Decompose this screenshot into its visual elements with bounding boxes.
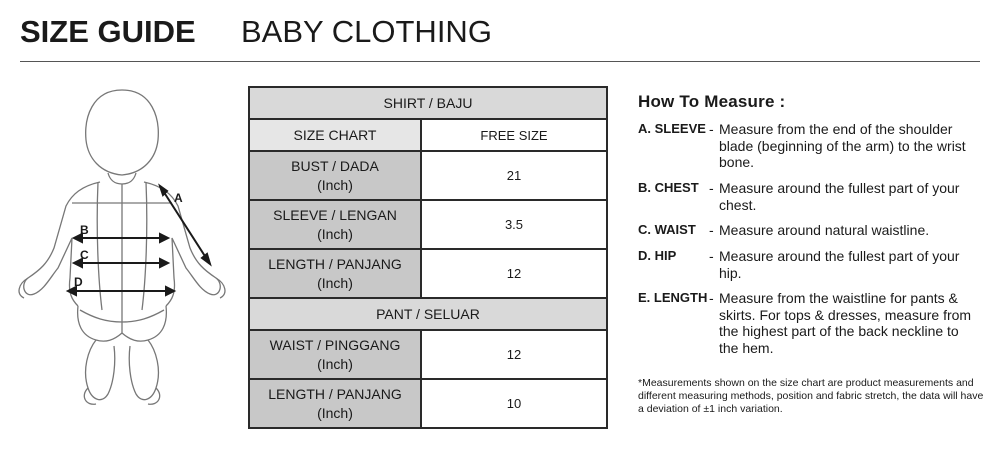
- measure-dash: -: [709, 121, 714, 137]
- row-unit: (Inch): [317, 404, 353, 421]
- measure-key: E. LENGTH: [638, 290, 708, 305]
- row-name: BUST / DADA: [291, 157, 379, 174]
- row-name: LENGTH / PANJANG: [268, 385, 402, 402]
- header-divider: [20, 61, 980, 62]
- row-unit: (Inch): [317, 274, 353, 291]
- row-value: 12: [421, 249, 607, 298]
- table-row: [249, 200, 607, 249]
- measure-key: C. WAIST: [638, 222, 696, 237]
- size-chart-table: [248, 86, 608, 429]
- row-label: [249, 249, 421, 298]
- measure-key: B. CHEST: [638, 180, 699, 195]
- measure-dash: -: [709, 180, 714, 196]
- page-subtitle: BABY CLOTHING: [241, 14, 492, 49]
- size-chart-header: SIZE CHART: [249, 119, 421, 151]
- table-row: [249, 379, 607, 428]
- table-row: [249, 249, 607, 298]
- measure-text: Measure around natural waistline.: [719, 222, 930, 238]
- row-label: [249, 200, 421, 249]
- measure-key: A. SLEEVE: [638, 121, 706, 136]
- row-value: 21: [421, 151, 607, 200]
- how-to-measure-panel: [638, 92, 988, 112]
- row-label: [249, 330, 421, 379]
- table-row: [249, 330, 607, 379]
- label-a: A: [174, 191, 183, 205]
- row-label: [249, 151, 421, 200]
- label-c: C: [80, 248, 89, 262]
- measure-dash: -: [709, 222, 714, 238]
- row-unit: (Inch): [317, 225, 353, 242]
- row-value: 10: [421, 379, 607, 428]
- measure-text: Measure from the end of the shoulder blade (beginning of the arm) to the wrist bone.: [719, 121, 966, 170]
- page-title: SIZE GUIDE: [20, 14, 196, 49]
- label-d: D: [74, 275, 83, 289]
- pant-section-header: PANT / SELUAR: [249, 298, 607, 330]
- shirt-section-header: SHIRT / BAJU: [249, 87, 607, 119]
- measure-text: Measure from the waistline for pants & skirts. For tops & dresses, measure from the highest part of the back neckline to the hem.: [719, 290, 972, 356]
- measure-text: Measure around the fullest part of your hip.: [719, 248, 960, 281]
- row-name: LENGTH / PANJANG: [268, 255, 402, 272]
- row-name: WAIST / PINGGANG: [269, 336, 401, 353]
- measure-text: Measure around the fullest part of your chest.: [719, 180, 960, 213]
- label-b: B: [80, 223, 89, 237]
- measure-key: D. HIP: [638, 248, 677, 263]
- free-size-header: FREE SIZE: [421, 119, 607, 151]
- baby-figure-illustration: [10, 78, 235, 438]
- measure-dash: -: [709, 248, 714, 264]
- table-row: [249, 151, 607, 200]
- measurement-disclaimer: *Measurements shown on the size chart are product measurements and different measuring methods, position and fabric stretch, the data will have a deviation of ±1 inch variation.: [638, 377, 984, 415]
- measure-dash: -: [709, 290, 714, 306]
- row-unit: (Inch): [317, 176, 353, 193]
- row-value: 12: [421, 330, 607, 379]
- row-unit: (Inch): [317, 355, 353, 372]
- row-value: 3.5: [421, 200, 607, 249]
- row-name: SLEEVE / LENGAN: [273, 206, 397, 223]
- row-label: [249, 379, 421, 428]
- how-to-measure-heading: How To Measure :: [638, 92, 786, 111]
- baby-outline-icon: [10, 78, 235, 438]
